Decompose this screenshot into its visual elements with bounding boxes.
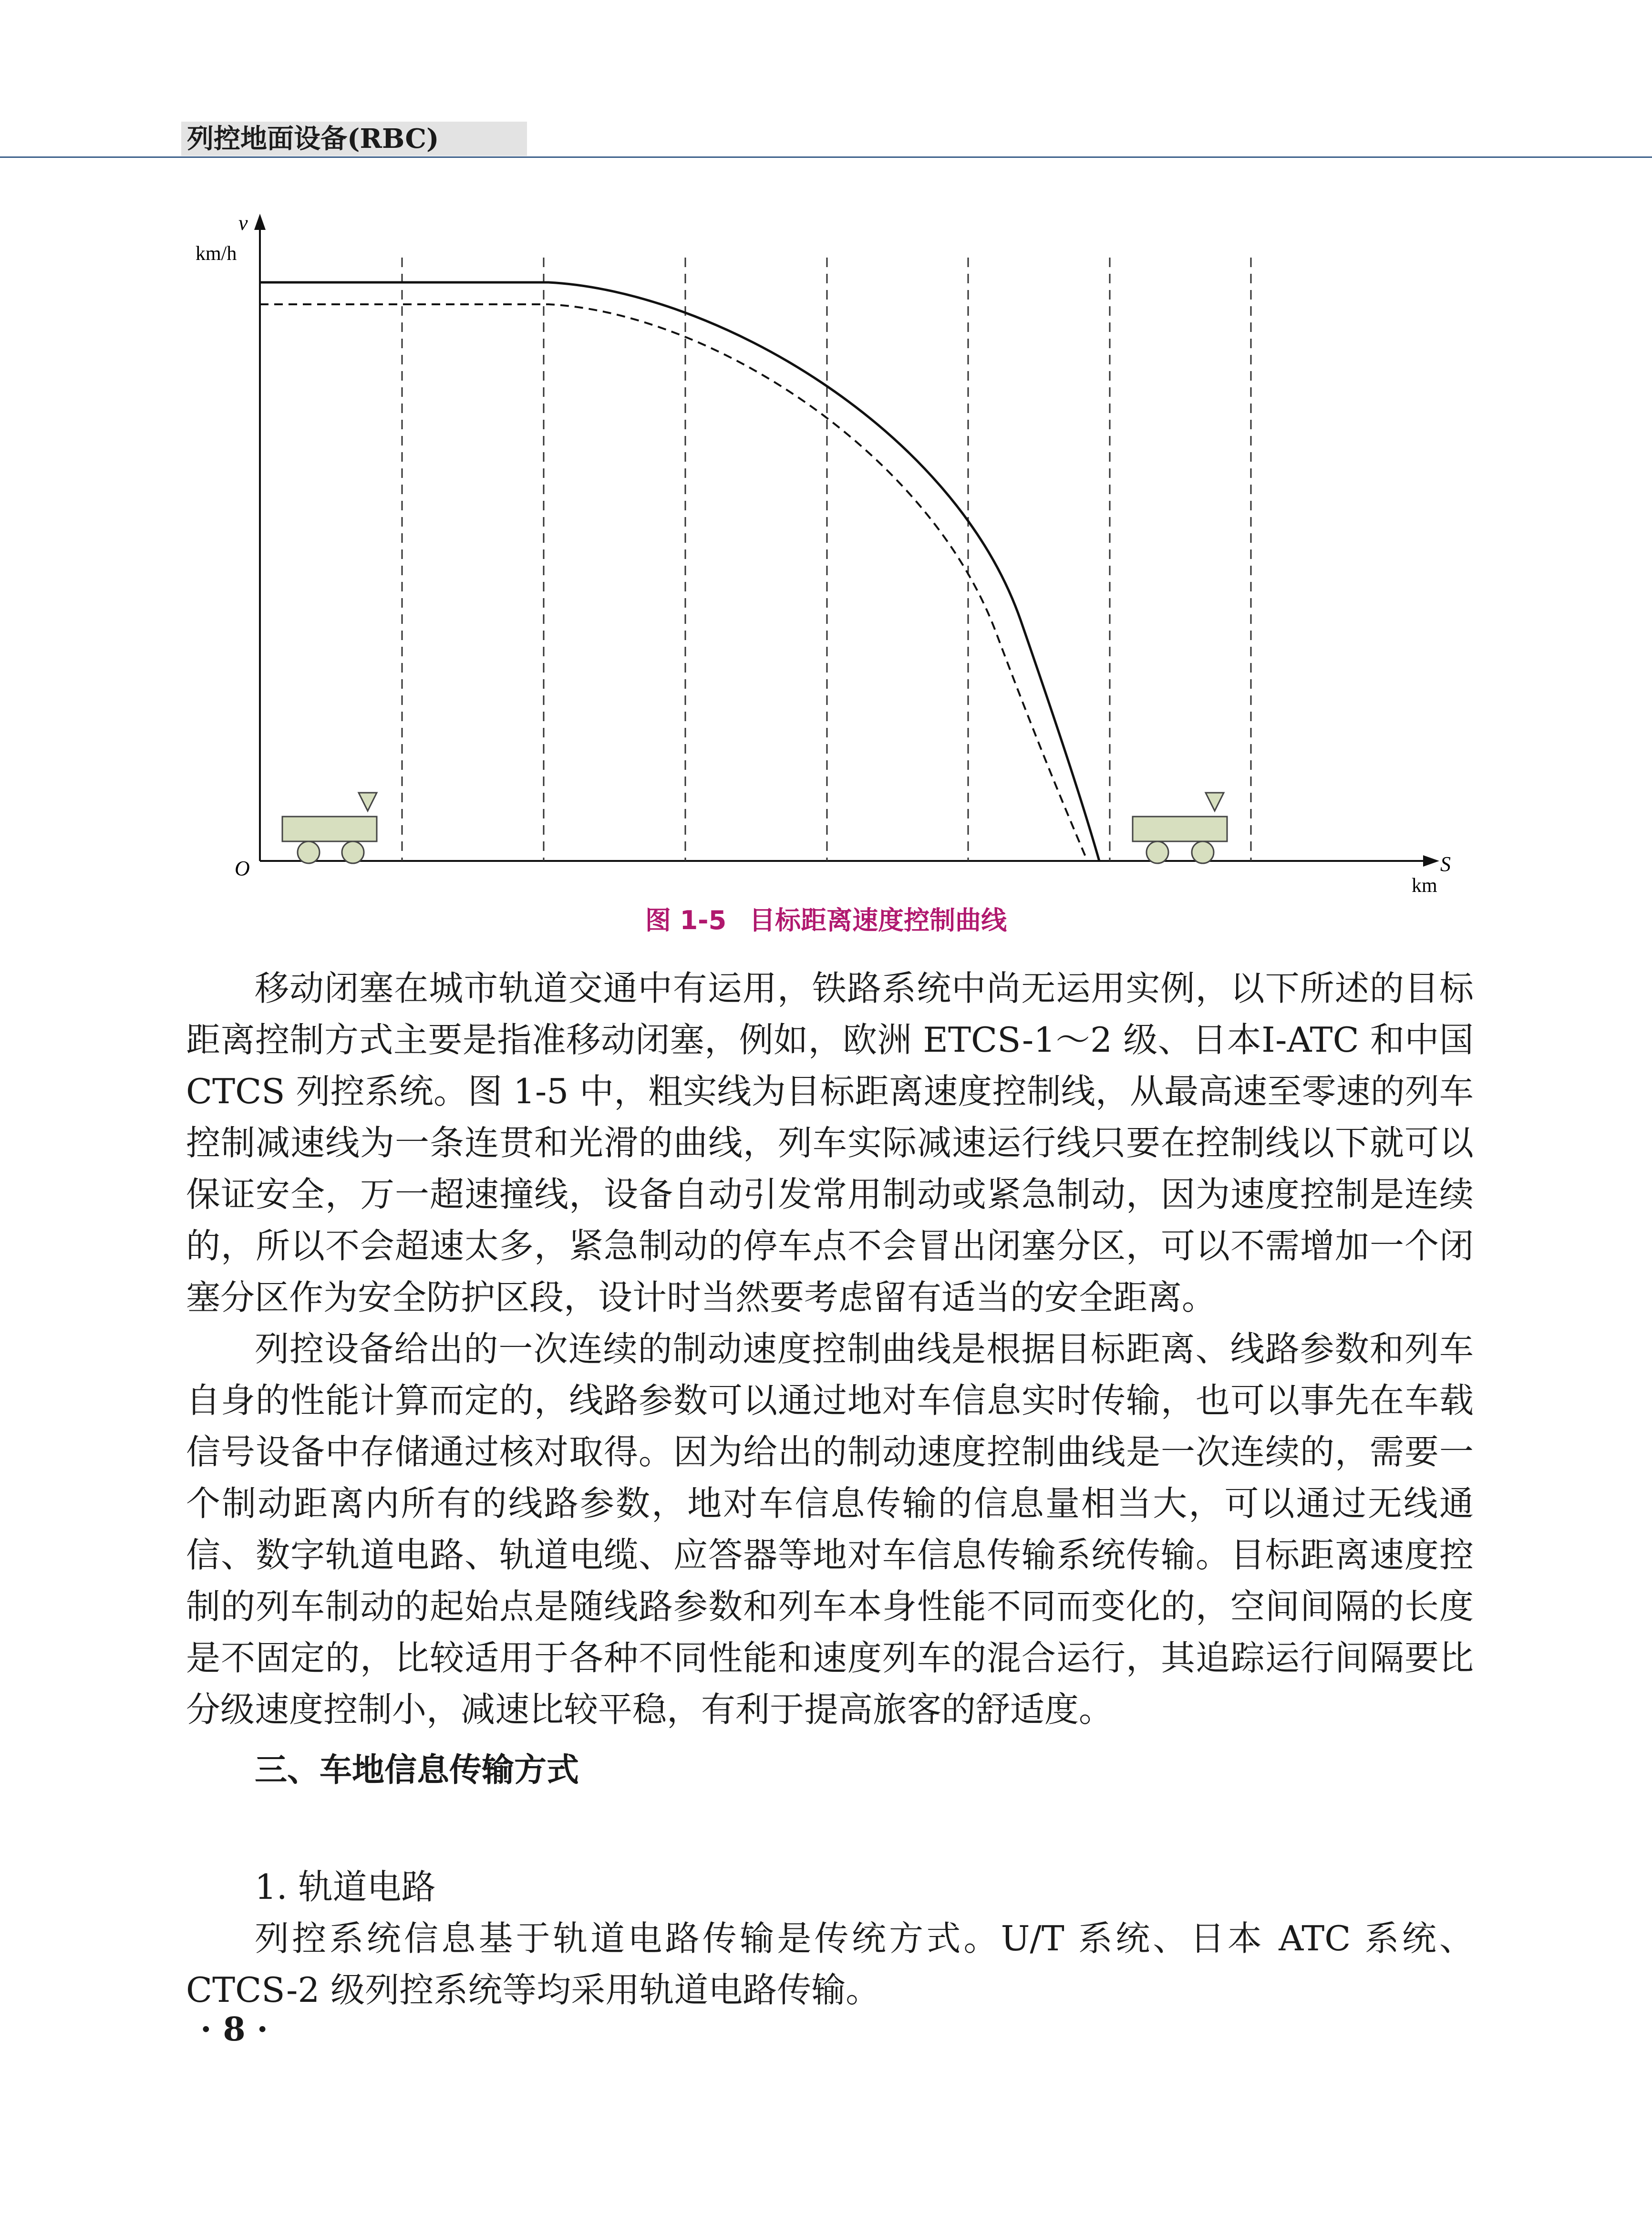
page-number: · 8 · xyxy=(200,2010,268,2049)
figure-caption-number: 图 1-5 xyxy=(645,905,727,935)
subsection-heading: 1. 轨道电路 xyxy=(255,1867,436,1907)
block-boundaries xyxy=(402,258,1251,861)
y-axis-unit: km/h xyxy=(196,243,237,265)
figure-caption xyxy=(0,904,1652,937)
origin-label: O xyxy=(235,857,250,880)
x-axis-unit: km xyxy=(1412,875,1437,897)
actual-deceleration-curve xyxy=(260,304,1087,861)
train-left-icon xyxy=(282,793,377,863)
speed-distance-diagram xyxy=(0,0,1652,901)
target-distance-control-curve xyxy=(260,282,1099,861)
section-heading: 三、车地信息传输方式 xyxy=(255,1751,579,1789)
train-right-icon xyxy=(1133,793,1227,863)
paragraph-braking-curve: 列控设备给出的一次连续的制动速度控制曲线是根据目标距离、线路参数和列车自身的性能计算而定的，线路参数可以通过地对车信息实时传输，也可以事先在车载信号设备中存储通过核对取得。因为给出的制动速度控制曲线是一次连续的，需要一个制动距离内所有的线路参数，地对车信息传输的信息量相当大，可以通过无线通信、数字轨道电路、轨道电缆、应答器等地对车信息传输系统传输。目标距离速度控制的列车制动的起始点是随线路参数和列车本身性能不同而变化的，空间间隔的长度是不固定的，比较适用于各种不同性能和速度列车的混合运行，其追踪运行间隔要比分级速度控制小，减速比较平稳，有利于提高旅客的舒适度。 xyxy=(186,1329,1474,1729)
y-axis-symbol: v xyxy=(238,211,248,235)
running-header-title: 列控地面设备(RBC) xyxy=(187,123,439,155)
body-text-bottom xyxy=(186,1913,1474,2016)
y-axis-arrow xyxy=(254,214,266,230)
x-axis-symbol: S xyxy=(1440,852,1451,876)
figure-caption-text: 目标距离速度控制曲线 xyxy=(749,905,1007,935)
paragraph-moving-block: 移动闭塞在城市轨道交通中有运用，铁路系统中尚无运用实例，以下所述的目标距离控制方式主要是指准移动闭塞，例如，欧洲 ETCS-1～2 级、日本Ⅰ-ATC 和中国 CTCS 列控系统。图 1-5 中，粗实线为目标距离速度控制线，从最高速至零速的列车控制减速线为一条连贯和光滑的曲线，列车实际减速运行线只要在控制线以下就可以保证安全，万一超速撞线，设备自动引发常用制动或紧急制动，因为速度控制是连续的，所以不会超速太多，紧急制动的停车点不会冒出闭塞分区，可以不需增加一个闭塞分区作为安全防护区段，设计时当然要考虑留有适当的安全距离。 xyxy=(186,968,1474,1317)
x-axis-arrow xyxy=(1423,855,1439,867)
paragraph-track-circuit: 列控系统信息基于轨道电路传输是传统方式。U/T 系统、日本 ATC 系统、CTCS-2 级列控系统等均采用轨道电路传输。 xyxy=(186,1918,1474,2010)
body-text-top xyxy=(186,963,1474,1735)
